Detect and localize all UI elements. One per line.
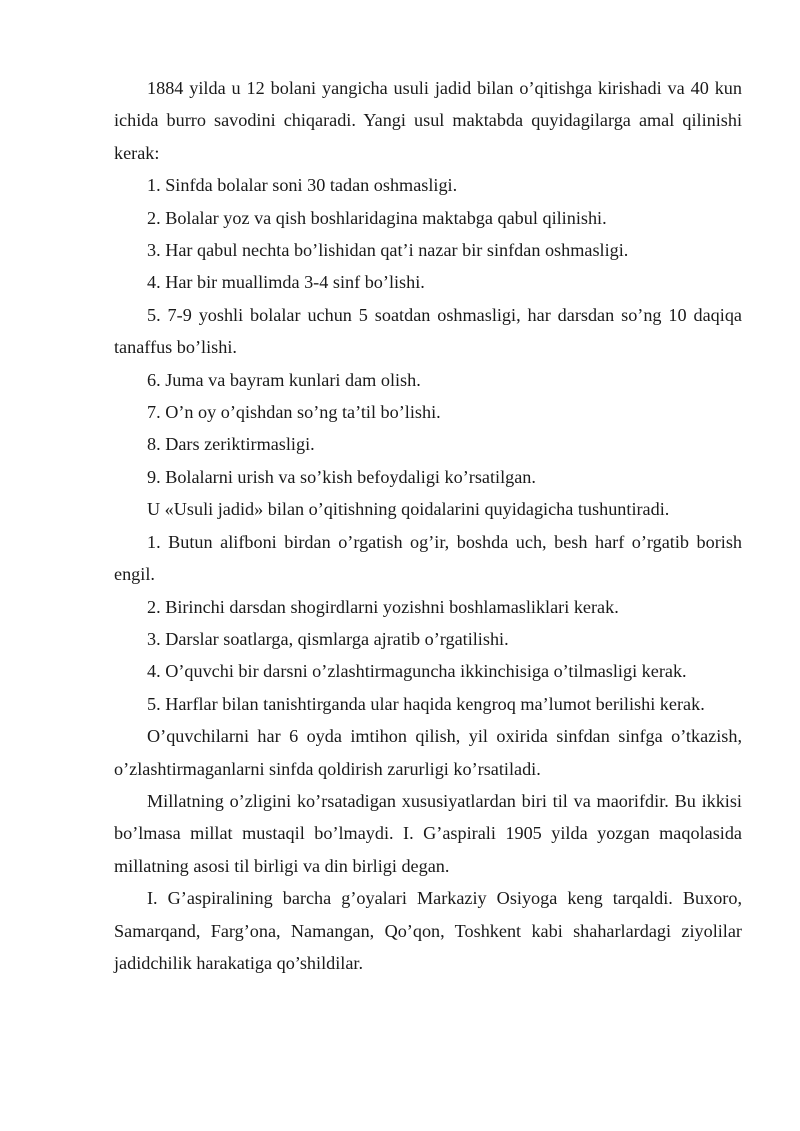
principle-item-1: 1. Butun alifboni birdan o’rgatish og’ir, boshda uch, besh harf o’rgatib borish engil. (114, 531, 742, 585)
rule-item-2: 2. Bolalar yoz va qish boshlaridagina maktabga qabul qilinishi. (147, 207, 607, 228)
paragraph-intro: 1884 yilda u 12 bolani yangicha usuli jadid bilan o’qitishga kirishadi va 40 kun ichida burro savodini chiqaradi. Yangi usul maktabda quyidagilarga amal qilinishi kerak: (114, 78, 742, 163)
principle-item-2: 2. Birinchi darsdan shogirdlarni yozishni boshlamasliklari kerak. (147, 596, 619, 617)
rule-item-6: 6. Juma va bayram kunlari dam olish. (147, 369, 421, 390)
paragraph-usuli-jadid: U «Usuli jadid» bilan o’qitishning qoidalarini quyidagicha tushuntiradi. (147, 499, 670, 520)
principle-item-4: 4. O’quvchi bir darsni o’zlashtirmaguncha ikkinchisiga o’tilmasligi kerak. (147, 661, 687, 682)
rule-item-7: 7. O’n oy o’qishdan so’ng ta’til bo’lishi. (147, 402, 441, 423)
principle-item-3: 3. Darslar soatlarga, qismlarga ajratib o’rgatilishi. (147, 628, 509, 649)
rule-item-8: 8. Dars zeriktirmasligi. (147, 434, 315, 455)
paragraph-nation: Millatning o’zligini ko’rsatadigan xususiyatlardan biri til va maorifdir. Bu ikkisi bo’lmasa millat mustaqil bo’lmaydi. I. G’aspirali 1905 yilda yozgan maqolasida millatning asosi til birligi va din birligi degan. (114, 790, 742, 876)
paragraph-gaspirali-ideas: I. G’aspiralining barcha g’oyalari Markaziy Osiyoga keng tarqaldi. Buxoro, Samarqand, Farg’ona, Namangan, Qo’qon, Toshkent kabi shaharlardagi ziyolilar jadidchilik harakatiga qo’shildilar. (114, 888, 742, 973)
rule-item-3: 3. Har qabul nechta bo’lishidan qat’i nazar bir sinfdan oshmasligi. (147, 240, 629, 261)
rule-item-9: 9. Bolalarni urish va so’kish befoydaligi ko’rsatilgan. (147, 466, 536, 487)
rule-item-5: 5. 7-9 yoshli bolalar uchun 5 soatdan oshmasligi, har darsdan so’ng 10 daqiqa tanaffus bo’lishi. (114, 304, 742, 358)
document-page (114, 72, 742, 979)
rule-item-4: 4. Har bir muallimda 3-4 sinf bo’lishi. (147, 272, 425, 293)
rule-item-1: 1. Sinfda bolalar soni 30 tadan oshmasligi. (147, 175, 458, 196)
principle-item-5: 5. Harflar bilan tanishtirganda ular haqida kengroq ma’lumot berilishi kerak. (147, 693, 705, 714)
paragraph-exams: O’quvchilarni har 6 oyda imtihon qilish, yil oxirida sinfdan sinfga o’tkazish, o’zlashtirmaganlarni sinfda qoldirish zarurligi ko’rsatiladi. (114, 726, 742, 779)
